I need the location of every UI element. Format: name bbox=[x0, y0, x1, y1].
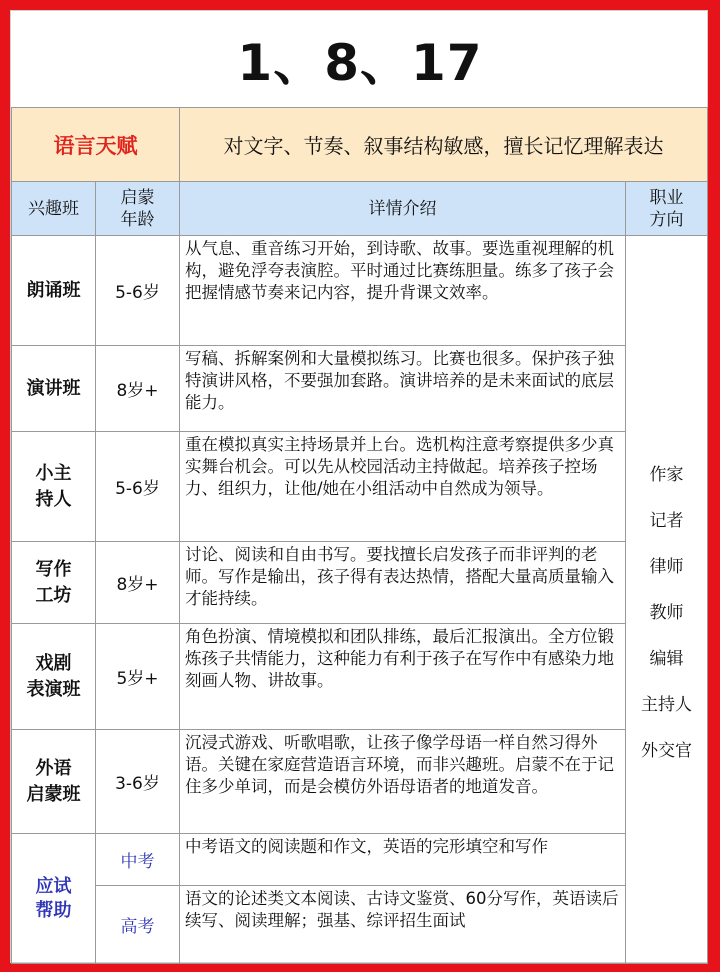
career-item: 外交官 bbox=[641, 741, 692, 761]
course-detail: 讨论、阅读和自由书写。要找擅长启发孩子而非评判的老师。写作是输出，孩子得有表达热情，搭配大量高质量输入才能持续。 bbox=[180, 542, 626, 624]
header-detail: 详情介绍 bbox=[180, 182, 626, 236]
talent-row bbox=[12, 108, 708, 182]
header-class: 兴趣班 bbox=[12, 182, 96, 236]
exam-row bbox=[12, 834, 708, 886]
career-item: 教师 bbox=[649, 603, 684, 623]
course-detail: 沉浸式游戏、听歌唱歌，让孩子像学母语一样自然习得外语。关键在家庭营造语言环境，而非兴趣班。启蒙不在于记住多少单词，而是会模仿外语母语者的地道发音。 bbox=[180, 730, 626, 834]
start-age: 3-6岁 bbox=[96, 730, 180, 834]
header-row bbox=[12, 182, 708, 236]
course-name: 外语 启蒙班 bbox=[12, 730, 96, 834]
poster-frame bbox=[10, 10, 708, 963]
course-name: 朗诵班 bbox=[12, 236, 96, 346]
language-talent-table bbox=[11, 107, 708, 964]
exam-detail: 语文的论述类文本阅读、古诗文鉴赏、60分写作，英语读后续写、阅读理解；强基、综评招生面试 bbox=[180, 886, 626, 964]
header-career: 职业 方向 bbox=[626, 182, 708, 236]
course-name: 戏剧 表演班 bbox=[12, 624, 96, 730]
course-detail: 角色扮演、情境模拟和团队排练，最后汇报演出。全方位锻炼孩子共情能力，这种能力有利于孩子在写作中有感染力地刻画人物、讲故事。 bbox=[180, 624, 626, 730]
course-detail: 重在模拟真实主持场景并上台。选机构注意考察提供多少真实舞台机会。可以先从校园活动主持做起。培养孩子控场力、组织力，让他/她在小组活动中自然成为领导。 bbox=[180, 432, 626, 542]
start-age: 8岁+ bbox=[96, 346, 180, 432]
course-row bbox=[12, 236, 708, 346]
career-list bbox=[626, 452, 707, 774]
exam-level: 中考 bbox=[96, 834, 180, 886]
start-age: 5-6岁 bbox=[96, 236, 180, 346]
career-item: 律师 bbox=[649, 557, 684, 577]
career-item: 记者 bbox=[649, 511, 684, 531]
exam-row bbox=[12, 886, 708, 964]
course-name: 写作 工坊 bbox=[12, 542, 96, 624]
course-detail: 从气息、重音练习开始，到诗歌、故事。要选重视理解的机构，避免浮夸表演腔。平时通过比赛练胆量。练多了孩子会把握情感节奏来记内容，提升背课文效率。 bbox=[180, 236, 626, 346]
exam-detail: 中考语文的阅读题和作文，英语的完形填空和写作 bbox=[180, 834, 626, 886]
header-age: 启蒙 年龄 bbox=[96, 182, 180, 236]
course-row bbox=[12, 346, 708, 432]
talent-description: 对文字、节奏、叙事结构敏感，擅长记忆理解表达 bbox=[180, 108, 708, 182]
exam-help-label: 应试 帮助 bbox=[12, 834, 96, 964]
course-row bbox=[12, 432, 708, 542]
start-age: 5岁+ bbox=[96, 624, 180, 730]
course-name: 小主 持人 bbox=[12, 432, 96, 542]
course-row bbox=[12, 624, 708, 730]
exam-level: 高考 bbox=[96, 886, 180, 964]
course-row bbox=[12, 542, 708, 624]
page-title: 1、8、17 bbox=[237, 34, 483, 92]
career-item: 作家 bbox=[649, 465, 684, 485]
career-item: 主持人 bbox=[641, 695, 692, 715]
career-directions bbox=[626, 236, 708, 964]
start-age: 8岁+ bbox=[96, 542, 180, 624]
course-row bbox=[12, 730, 708, 834]
talent-name: 语言天赋 bbox=[12, 108, 180, 182]
start-age: 5-6岁 bbox=[96, 432, 180, 542]
career-item: 编辑 bbox=[649, 649, 684, 669]
course-detail: 写稿、拆解案例和大量模拟练习。比赛也很多。保护孩子独特演讲风格，不要强加套路。演讲培养的是未来面试的底层能力。 bbox=[180, 346, 626, 432]
course-name: 演讲班 bbox=[12, 346, 96, 432]
